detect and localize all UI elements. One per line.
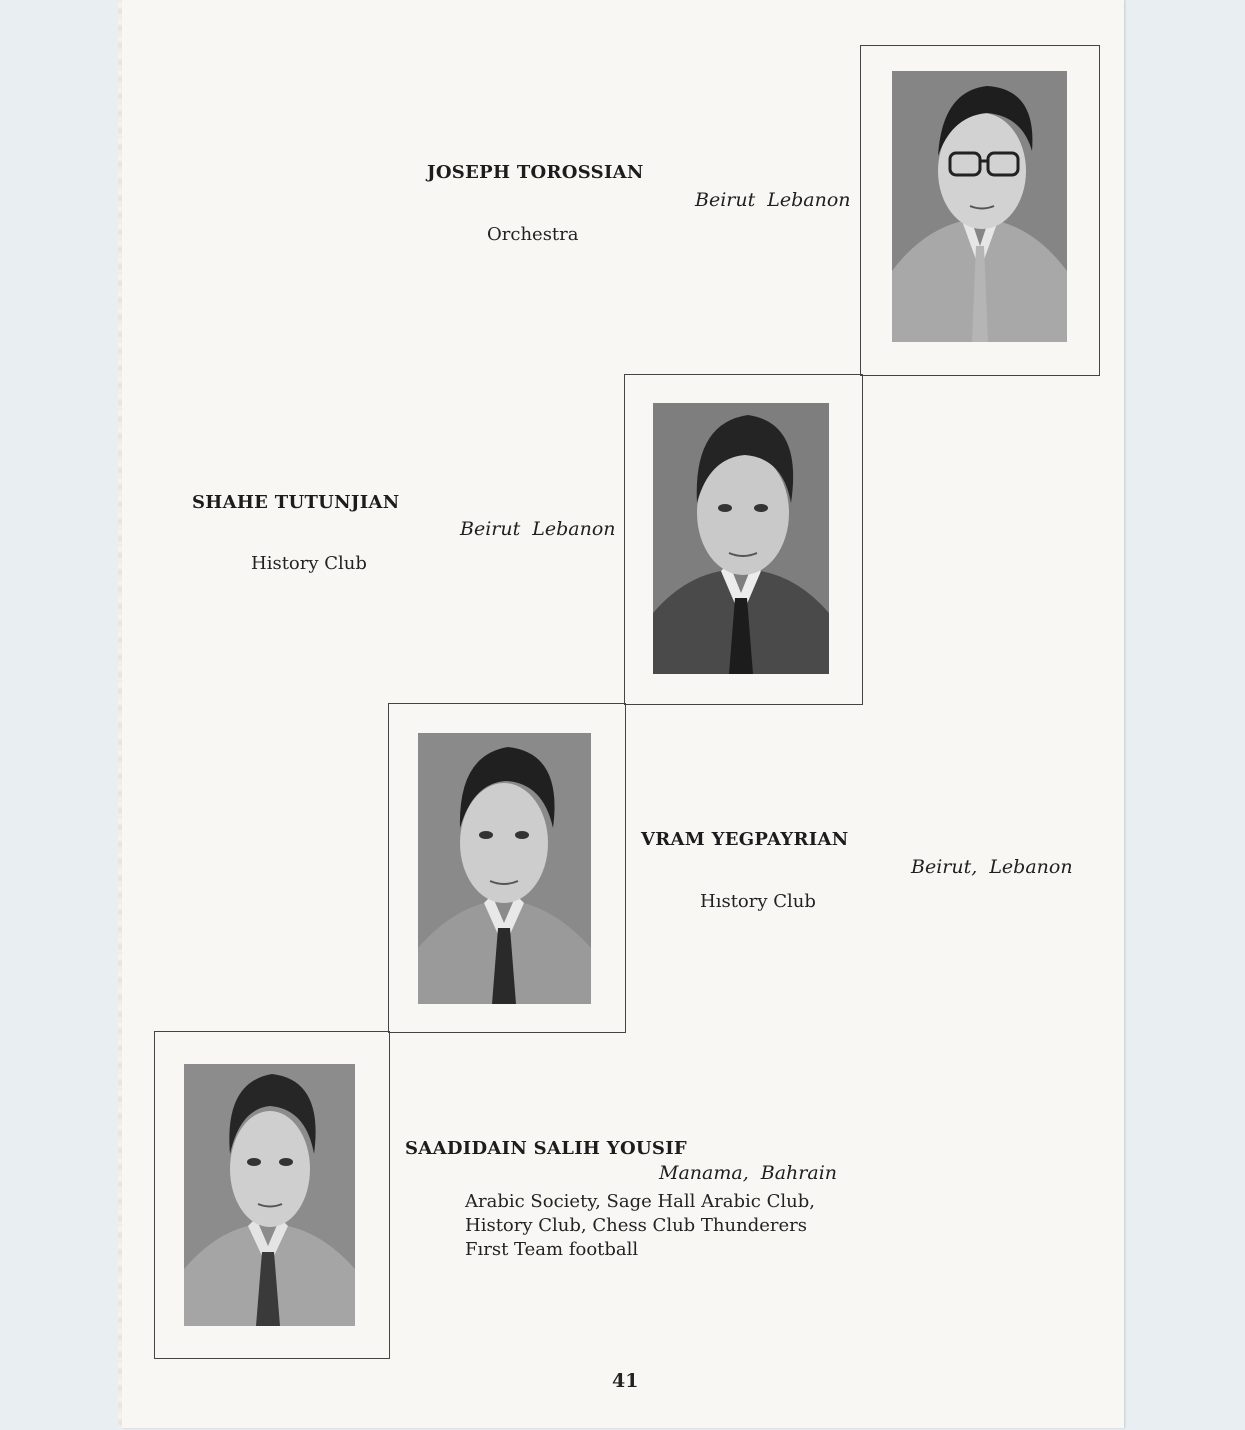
portrait-photo-3	[418, 733, 591, 1004]
portrait-photo-4	[184, 1064, 355, 1326]
student-activity: Hıstory Club	[700, 891, 816, 912]
portrait-icon	[418, 733, 591, 1004]
page-number: 41	[612, 1370, 639, 1392]
portrait-icon	[184, 1064, 355, 1326]
portrait-icon	[892, 71, 1067, 342]
portrait-photo-2	[653, 403, 829, 674]
portrait-photo-1	[892, 71, 1067, 342]
portrait-icon	[653, 403, 829, 674]
student-name: SAADIDAIN SALIH YOUSIF	[405, 1138, 688, 1159]
student-name: JOSEPH TOROSSIAN	[427, 162, 644, 183]
student-activity: Arabic Society, Sage Hall Arabic Club,	[465, 1191, 815, 1212]
student-activity: History Club	[251, 553, 367, 574]
student-location: Beirut Lebanon	[460, 518, 616, 540]
student-location: Beirut Lebanon	[695, 189, 851, 211]
student-location: Manama, Bahrain	[659, 1162, 838, 1184]
student-activity: Fırst Team football	[465, 1239, 639, 1260]
student-activity: History Club, Chess Club Thunderers	[465, 1215, 807, 1236]
student-name: VRAM YEGPAYRIAN	[641, 829, 849, 850]
student-name: SHAHE TUTUNJIAN	[192, 492, 400, 513]
student-activity: Orchestra	[487, 224, 579, 245]
student-location: Beirut, Lebanon	[911, 856, 1073, 878]
